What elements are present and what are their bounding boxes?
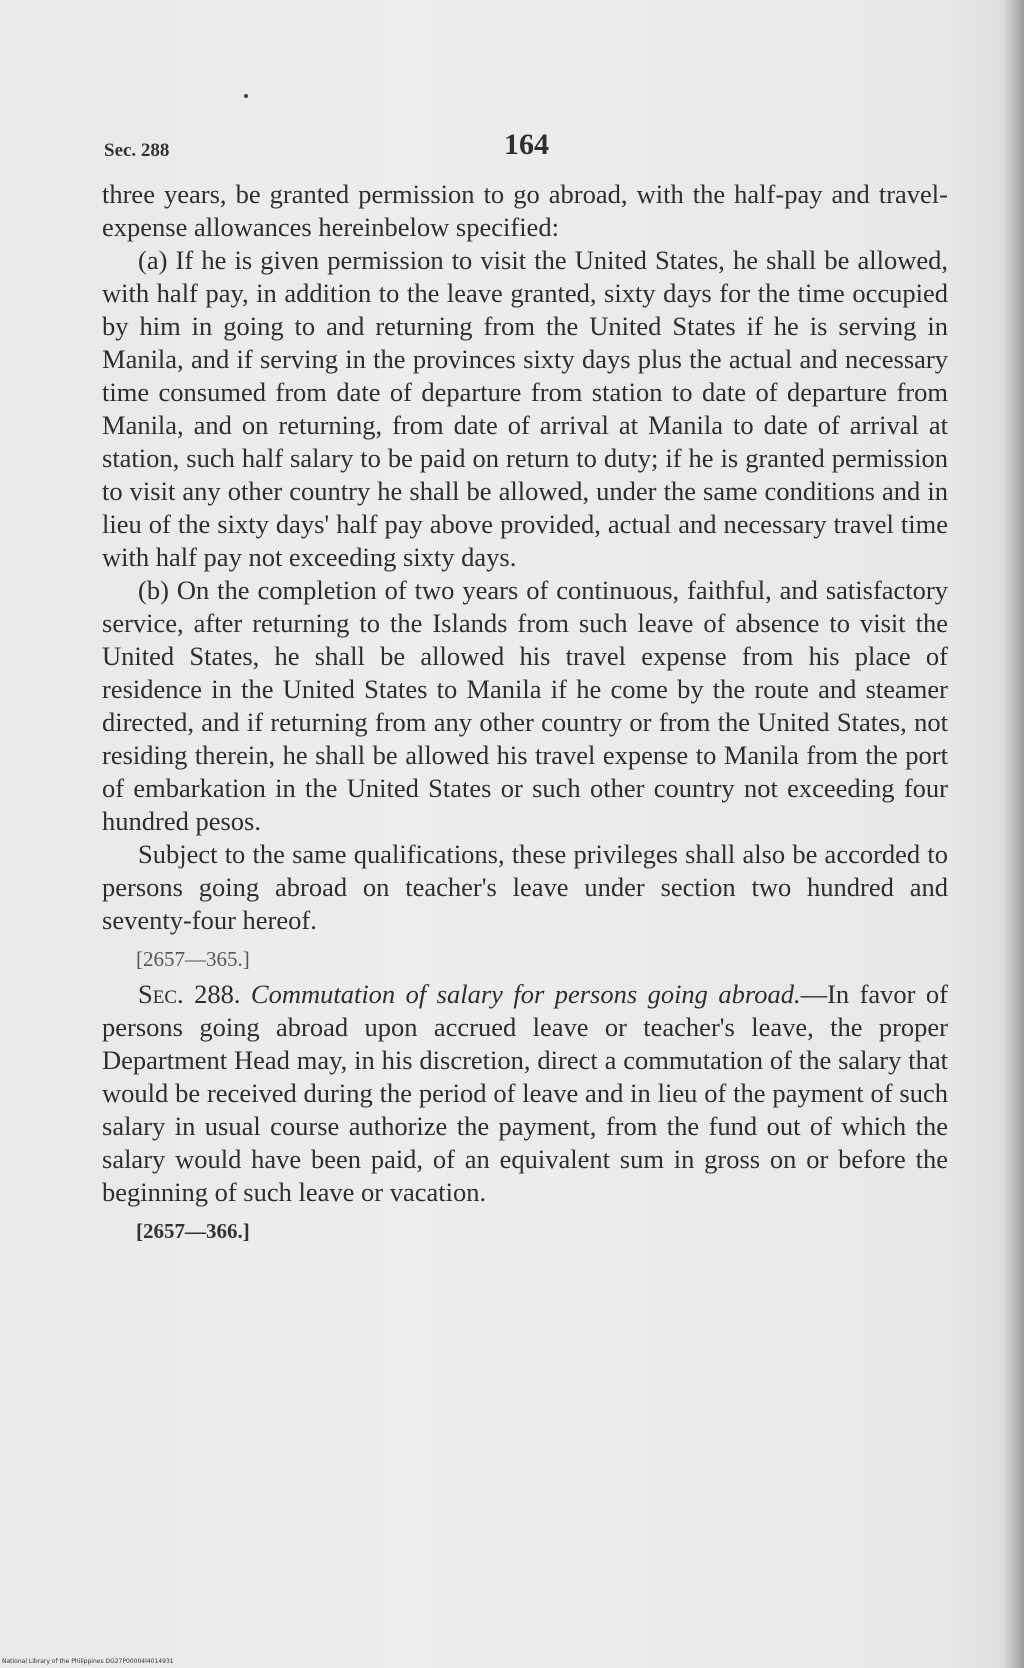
citation-2: [2657—366.] (136, 1219, 250, 1243)
paragraph-a: (a) If he is given permission to visit the United States, he shall be allowed, with half pay, in addition to the leave granted, sixty days for the time occupied by him in going to and returning from the United States if he is serving in Manila, and if serving in the provinces sixty days plus the actual and necessary time consumed from date of departure from station to date of departure from Manila, and on returning, from date of arrival at Manila to date of arrival at station, such half salary to be paid on return to duty; if he is granted permission to visit any other country he shall be allowed, under the same conditions and in lieu of the sixty days' half pay above provided, actual and necessary travel time with half pay not exceeding sixty days. (102, 245, 948, 572)
section-288-title: Commutation of salary for persons going abroad. (250, 979, 801, 1009)
scan-footer: National Library of the Philippines DG27P00004I4014931 (2, 1658, 174, 1665)
page-header (104, 128, 954, 168)
paragraph-subject: Subject to the same qualifications, these privileges shall also be accorded to persons going abroad on teacher's leave under section two hundred and seventy-four hereof. (102, 839, 948, 935)
paragraph-continuation: three years, be granted permission to go abroad, with the half-pay and travel-expense allowances hereinbelow specified: (102, 179, 948, 242)
section-288-text: —In favor of persons going abroad upon accrued leave or teacher's leave, the proper Department Head may, in his discretion, direct a commutation of the salary that would be received during the period of leave and in lieu of the payment of such salary in usual course authorize the payment, from the fund out of which the salary would have been paid, of an equivalent sum in gross on or before the beginning of such leave or vacation. (102, 979, 949, 1207)
citation-1: [2657—365.] (136, 947, 250, 971)
section-288-label: Sec. 288. (138, 979, 241, 1009)
page-number: 164 (504, 128, 549, 161)
section-label: Sec. 288 (104, 140, 170, 161)
paragraph-b: (b) On the completion of two years of continuous, faithful, and satisfactory service, after returning to the Islands from such leave of absence to visit the United States, he shall be allowed his travel expense from his place of residence in the United States to Manila if he come by the route and steamer directed, and if returning from any other country or from the United States, not residing therein, he shall be allowed his travel expense to Manila from the port of embarkation in the United States or such other country not exceeding four hundred pesos. (102, 575, 948, 836)
page-edge-shadow (1002, 0, 1024, 1668)
page-body (102, 178, 948, 1250)
ink-speck (244, 94, 248, 98)
section-288-paragraph (102, 978, 948, 1209)
